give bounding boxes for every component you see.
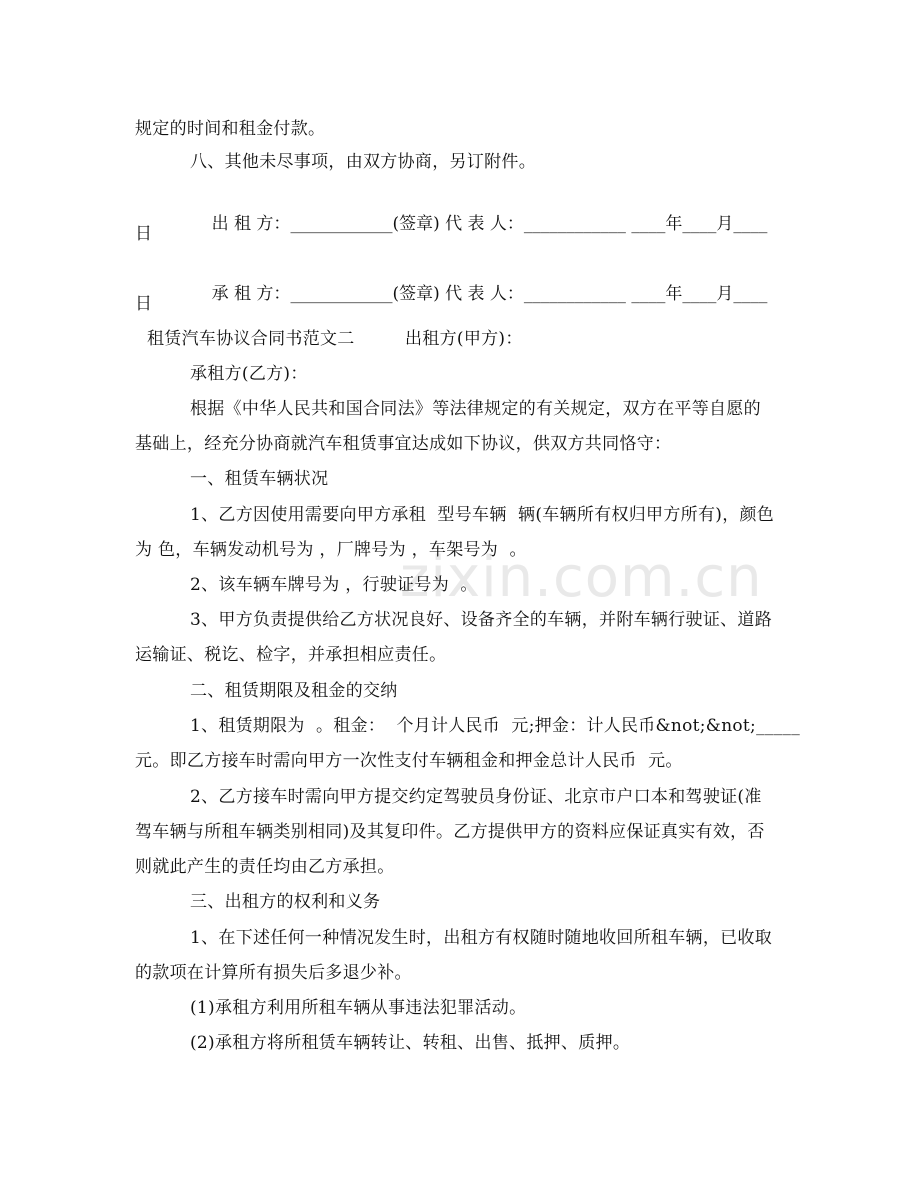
lessee-label: 承 租 方： xyxy=(211,284,291,304)
lessor-signature-line xyxy=(190,188,767,260)
lessor-party: 出租方(甲方)： xyxy=(405,329,523,349)
clause-line: 的款项在计算所有损失后多退少补。 xyxy=(135,963,412,983)
clause-eight: 八、其他未尽事项，由双方协商，另订附件。 xyxy=(190,152,536,172)
representative-label: 代 表 人： xyxy=(445,284,524,304)
date-day: 日 xyxy=(135,294,153,314)
lessee-signature-line xyxy=(190,258,767,330)
preamble-line: 基础上，经充分协商就汽车租赁事宜达成如下协议，供双方共同恪守： xyxy=(135,434,672,454)
watermark: zixin.com.cn xyxy=(400,545,763,610)
representative-blank: ____________ xyxy=(523,214,626,234)
section-title: 租赁汽车协议合同书范文二 xyxy=(147,329,355,349)
clause-line: 3、甲方负责提供给乙方状况良好、设备齐全的车辆，并附车辆行驶证、道路 xyxy=(190,610,773,630)
heading-three: 三、出租方的权利和义务 xyxy=(190,892,381,912)
paragraph-line: 规定的时间和租金付款。 xyxy=(135,119,326,139)
date-blanks: ____年____月____ xyxy=(631,284,768,304)
date-day: 日 xyxy=(135,224,153,244)
lessor-blank: ____________ xyxy=(290,214,393,234)
representative-label: 代 表 人： xyxy=(445,214,524,234)
lessee-blank: ____________ xyxy=(290,284,393,304)
seal-label: (签章) xyxy=(392,284,440,304)
seal-label: (签章) xyxy=(392,214,440,234)
heading-one: 一、租赁车辆状况 xyxy=(190,469,329,489)
heading-two: 二、租赁期限及租金的交纳 xyxy=(190,681,398,701)
clause-line: 2、该车辆车牌号为 ，行驶证号为 。 xyxy=(190,575,478,595)
clause-line: 运输证、税讫、检字，并承担相应责任。 xyxy=(135,645,447,665)
clause-line: 元。即乙方接车时需向甲方一次性支付车辆租金和押金总计人民币 元。 xyxy=(135,751,683,771)
list-item: (2)承租方将所租赁车辆转让、转租、出售、抵押、质押。 xyxy=(190,1033,631,1053)
list-item: (1)承租方利用所租车辆从事违法犯罪活动。 xyxy=(190,998,527,1018)
preamble-line: 根据《中华人民共和国合同法》等法律规定的有关规定，双方在平等自愿的 xyxy=(190,399,761,419)
clause-line: 1、乙方因使用需要向甲方承租 型号车辆 辆(车辆所有权归甲方所有)，颜色 xyxy=(190,505,775,525)
representative-blank: ____________ xyxy=(523,284,626,304)
clause-line: 驾车辆与所租车辆类别相同)及其复印件。乙方提供甲方的资料应保证真实有效，否 xyxy=(135,822,765,842)
lessor-label: 出 租 方： xyxy=(211,214,291,234)
clause-line: 则就此产生的责任均由乙方承担。 xyxy=(135,857,395,877)
lessee-party: 承租方(乙方)： xyxy=(190,364,308,384)
date-blanks: ____年____月____ xyxy=(631,214,768,234)
clause-line: 1、租赁期限为 。租金： 个月计人民币 元;押金：计人民币&not;&not;_____ xyxy=(190,716,800,736)
clause-line: 1、在下述任何一种情况发生时，出租方有权随时随地收回所租车辆，已收取 xyxy=(190,928,773,948)
clause-line: 为 色，车辆发动机号为 ，厂牌号为 ，车架号为 。 xyxy=(135,540,527,560)
clause-line: 2、乙方接车时需向甲方提交约定驾驶员身份证、北京市户口本和驾驶证(准 xyxy=(190,787,762,807)
